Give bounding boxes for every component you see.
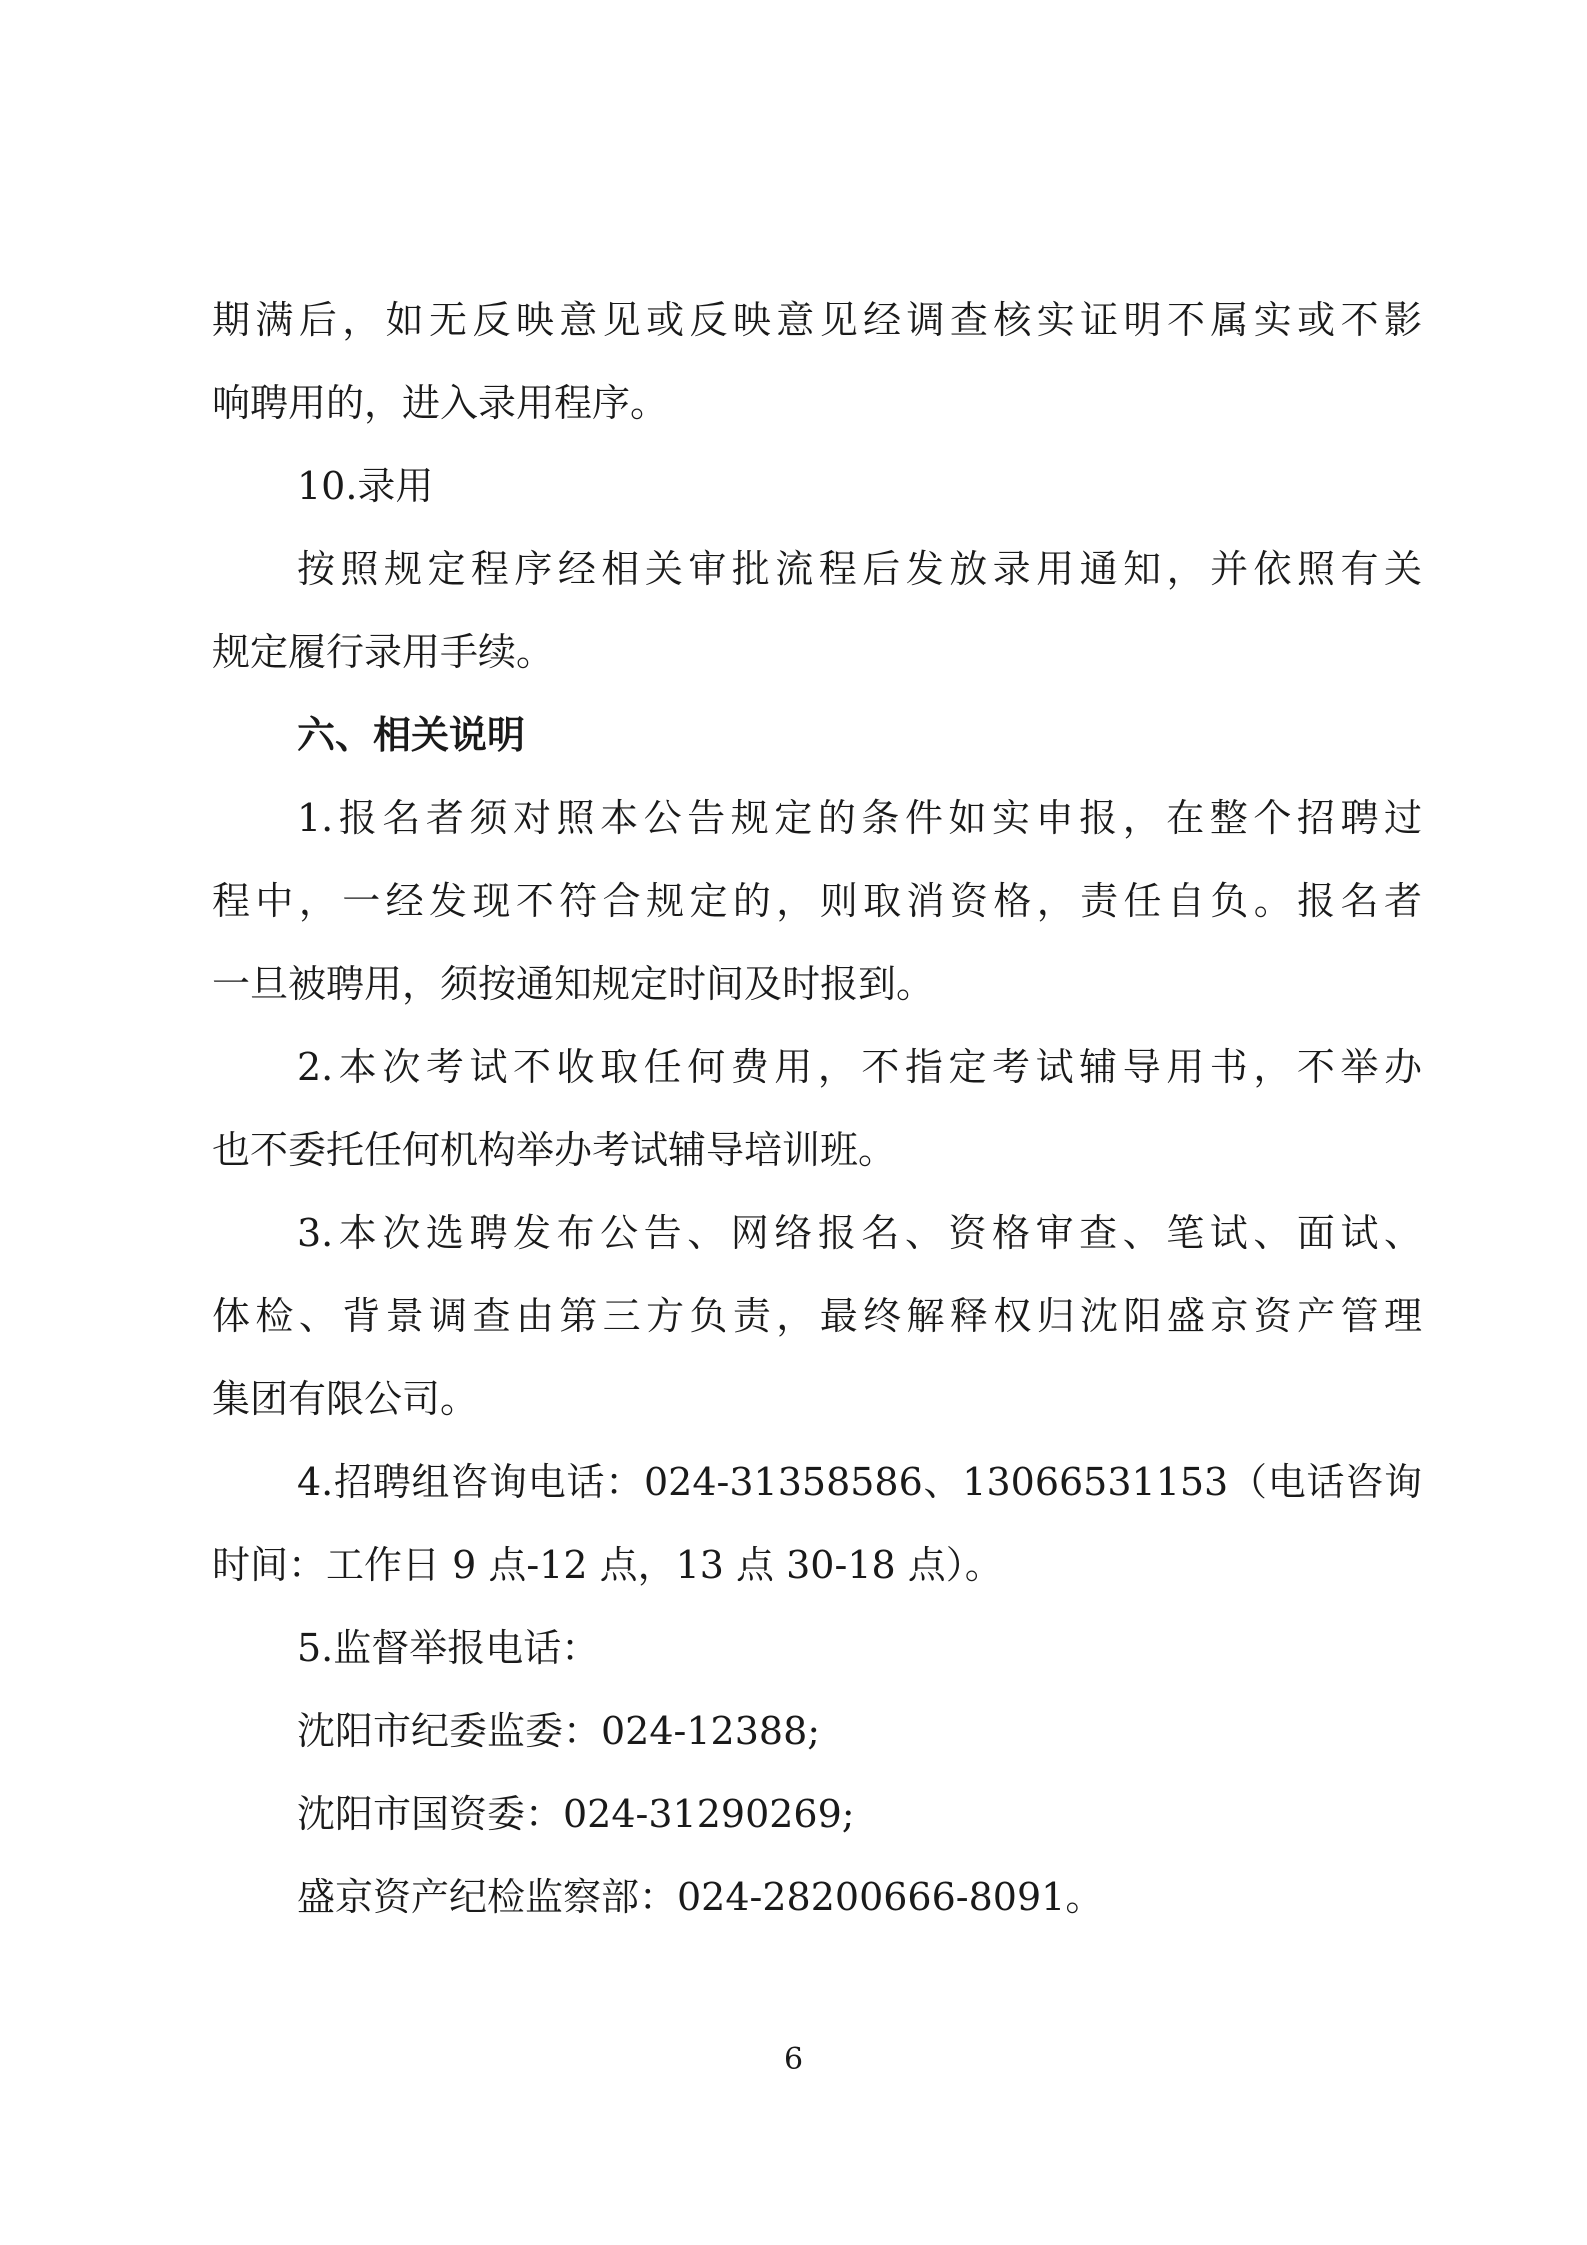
paragraph-line: 时间：工作日 9 点-12 点，13 点 30-18 点）。 bbox=[212, 1543, 1003, 1587]
paragraph-line: 期满后，如无反映意见或反映意见经调查核实证明不属实或不影 bbox=[212, 298, 1422, 342]
paragraph-line: 一旦被聘用，须按通知规定时间及时报到。 bbox=[212, 962, 935, 1006]
section-heading: 六、相关说明 bbox=[297, 713, 526, 757]
paragraph-line: 程中，一经发现不符合规定的，则取消资格，责任自负。报名者 bbox=[212, 879, 1422, 923]
contact-line: 沈阳市国资委：024-31290269; bbox=[297, 1792, 855, 1836]
page-number: 6 bbox=[783, 2042, 804, 2077]
contact-line: 盛京资产纪检监察部：024-28200666-8091。 bbox=[297, 1875, 1104, 1919]
paragraph-line: 3.本次选聘发布公告、网络报名、资格审查、笔试、面试、 bbox=[297, 1211, 1422, 1255]
paragraph-line: 规定履行录用手续。 bbox=[212, 630, 555, 674]
paragraph-line: 按照规定程序经相关审批流程后发放录用通知，并依照有关 bbox=[297, 547, 1422, 591]
paragraph-line: 5.监督举报电话： bbox=[297, 1626, 600, 1670]
paragraph-line: 2.本次考试不收取任何费用，不指定考试辅导用书，不举办 bbox=[297, 1045, 1422, 1089]
paragraph-line: 1.报名者须对照本公告规定的条件如实申报，在整个招聘过 bbox=[297, 796, 1422, 840]
contact-line: 沈阳市纪委监委：024-12388; bbox=[297, 1709, 821, 1753]
paragraph-line: 体检、背景调查由第三方负责，最终解释权归沈阳盛京资产管理 bbox=[212, 1294, 1422, 1338]
subsection-title: 10.录用 bbox=[297, 464, 434, 508]
paragraph-line: 也不委托任何机构举办考试辅导培训班。 bbox=[212, 1128, 897, 1172]
paragraph-line: 4.招聘组咨询电话：024-31358586、13066531153（电话咨询 bbox=[297, 1460, 1422, 1504]
paragraph-line: 集团有限公司。 bbox=[212, 1377, 479, 1421]
paragraph-line: 响聘用的，进入录用程序。 bbox=[212, 381, 669, 425]
